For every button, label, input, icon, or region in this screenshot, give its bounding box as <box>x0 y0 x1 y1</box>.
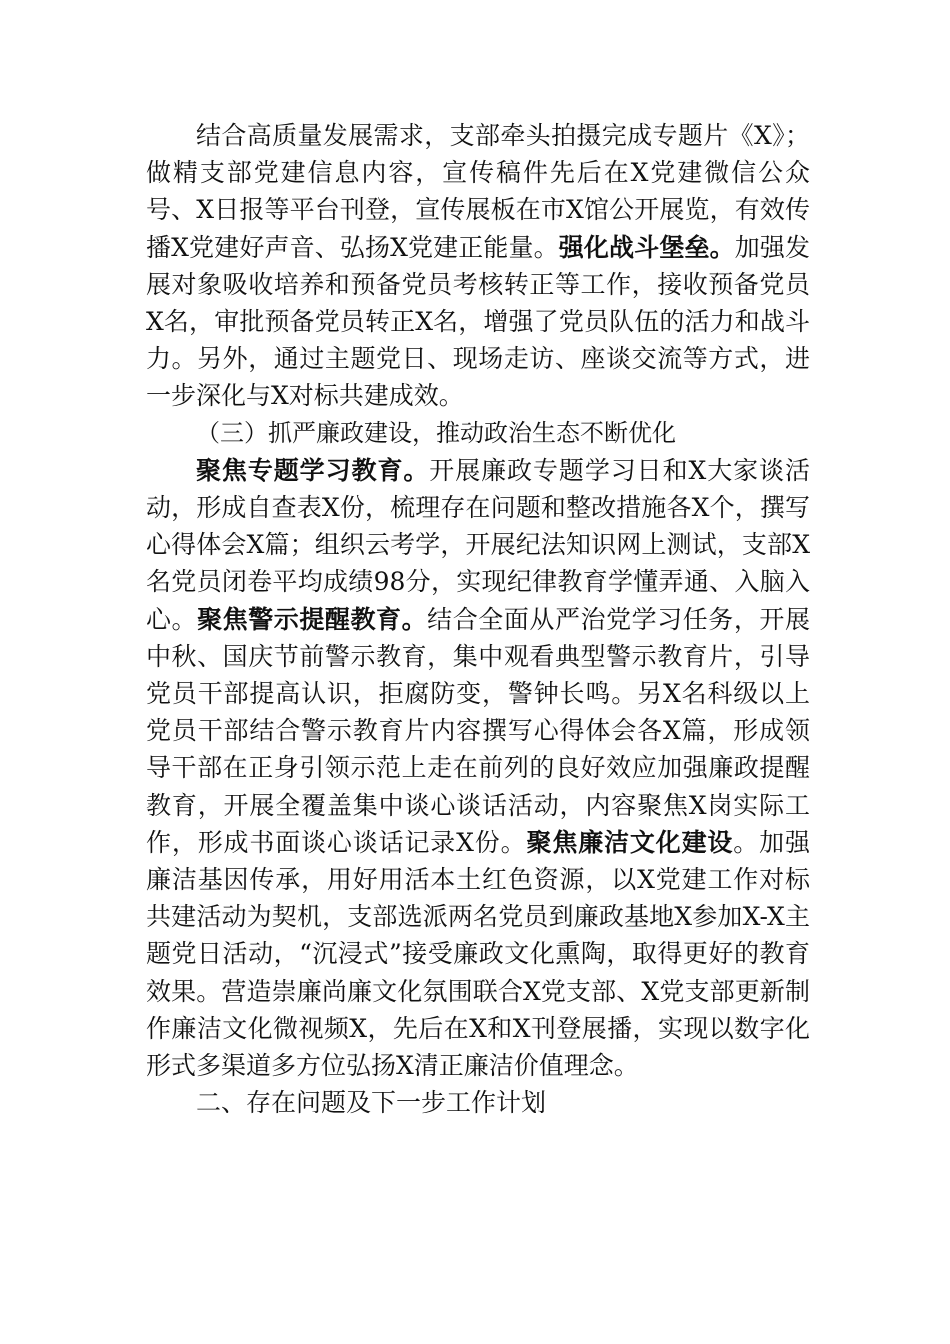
paragraph-text: 开展廉政专题学习日和X大家谈活动，形成自查表X份，梳理存在问题和整改措施各X个，撰写心得体会X篇；组织云考学，开展纪法知识网上测试，支部X名党员闭卷平均成绩98分，实现纪律教育学懂弄通、入脑入心。 <box>146 455 810 634</box>
paragraph-text: 。加强廉洁基因传承，用好用活本土红色资源，以X党建工作对标共建活动为契机，支部选派两名党员到廉政基地X参加X-X主题党日活动，“沉浸式”接受廉政文化熏陶，取得更好的教育效果。营造崇廉尚廉文化氛围联合X党支部、X党支部更新制作廉洁文化微视频X，先后在X和X刊登展播，实现以数字化形式多渠道多方位弘扬X清正廉洁价值理念。 <box>146 827 810 1081</box>
paragraph-text: 加强发展对象吸收培养和预备党员考核转正等工作，接收预备党员X名，审批预备党员转正X名，增强了党员队伍的活力和战斗力。另外，通过主题党日、现场走访、座谈交流等方式，进一步深化与X对标共建成效。 <box>146 232 810 411</box>
paragraph-text: 结合全面从严治党学习任务，开展中秋、国庆节前警示教育，集中观看典型警示教育片，引导党员干部提高认识，拒腐防变，警钟长鸣。另X名科级以上党员干部结合警示教育片内容撰写心得体会各X篇，形成领导干部在正身引领示范上走在前列的良好效应加强廉政提醒教育，开展全覆盖集中谈心谈话活动，内容聚焦X岗实际工作，形成书面谈心谈话记录X份。 <box>146 604 810 857</box>
document-body <box>146 117 810 1121</box>
paragraph-party-publicity <box>146 117 810 415</box>
bold-subheading-fortress: 强化战斗堡垒。 <box>558 232 735 262</box>
section-heading-integrity: （三）抓严廉政建设，推动政治生态不断优化 <box>196 418 676 447</box>
bold-subheading-warning: 聚焦警示提醒教育。 <box>197 604 428 634</box>
bold-subheading-culture: 聚焦廉洁文化建设 <box>526 827 734 857</box>
main-heading-problems-plan: 二、存在问题及下一步工作计划 <box>196 1088 547 1118</box>
bold-subheading-study: 聚焦专题学习教育。 <box>196 455 430 485</box>
paragraph-integrity-education <box>146 452 810 1084</box>
paragraph-text: 结合高质量发展需求，支部牵头拍摄完成专题片《X》；做精支部党建信息内容，宣传稿件先后在X党建微信公众号、X日报等平台刊登，宣传展板在市X馆公开展览，有效传播X党建好声音、弘扬X党建正能量。 <box>146 121 810 262</box>
